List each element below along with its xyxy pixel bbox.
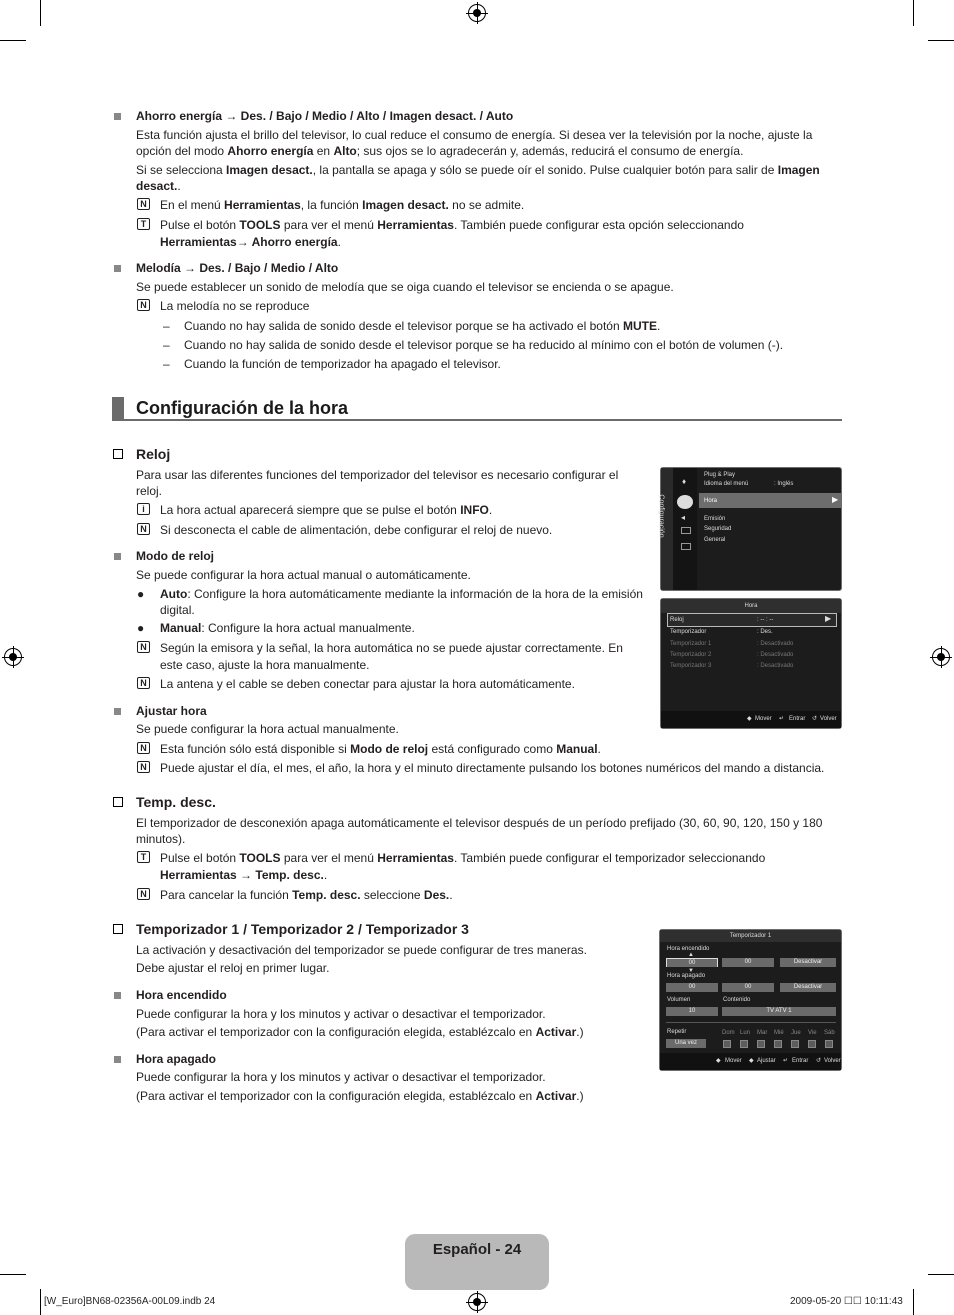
note-text: este caso, ajuste la hora manualmente. <box>160 658 370 672</box>
osd1-highlight[interactable] <box>699 493 841 508</box>
day-label: Vie <box>808 1030 817 1036</box>
input-icon <box>681 543 691 550</box>
day-checkbox[interactable] <box>757 1040 765 1048</box>
osd-side-label: Configuración <box>657 494 665 538</box>
day-label: Mar <box>757 1030 768 1036</box>
ahorro-paragraph: opción del modo Ahorro energía en Alto; sus ojos se lo agradecerán y, además, reducirá el consumo de energía. <box>136 144 744 158</box>
osd2-title: Hora <box>744 603 758 609</box>
modo-title: Modo de reloj <box>136 549 214 563</box>
dash-icon: – <box>163 338 170 352</box>
crop-mark <box>913 1289 914 1315</box>
move-icon: ◆ <box>716 1058 721 1064</box>
footer-return: Volver <box>820 716 837 722</box>
modo-paragraph: Se puede configurar la hora actual manual o automáticamente. <box>136 568 471 582</box>
apagado-title: Hora apagado <box>136 1052 217 1066</box>
encendido-paragraph: (Para activar el temporizador con la configuración elegida, establézcalo en Activar.) <box>136 1025 584 1039</box>
note-text: Para cancelar la función Temp. desc. seleccione Des.. <box>160 888 453 902</box>
bullet-square-icon <box>114 992 121 999</box>
note-icon: N <box>137 523 150 535</box>
section-heading: Configuración de la hora <box>136 398 349 418</box>
reloj-paragraph: reloj. <box>136 484 163 498</box>
note-icon: N <box>137 888 150 900</box>
checkbox-bullet-icon <box>113 797 123 807</box>
note-icon: N <box>137 761 150 773</box>
ahorro-title: Ahorro energía → Des. / Bajo / Medio / Alto / Imagen desact. / Auto <box>136 109 514 123</box>
osd3-label: Repetir <box>667 1029 687 1035</box>
osd2-value: : Desactivado <box>757 663 794 669</box>
osd3-enc-state[interactable]: Desactivar <box>780 958 836 967</box>
osd-setup-menu <box>657 467 842 591</box>
dash-item: Cuando la función de temporizador ha apagado el televisor. <box>184 357 501 371</box>
arrow-down-icon: ▼ <box>688 968 694 974</box>
crop-mark <box>0 40 26 41</box>
note-text: La hora actual aparecerá siempre que se pulse el botón INFO. <box>160 503 493 517</box>
osd3-enc-hour-text: 00 <box>667 959 717 967</box>
day-checkbox[interactable] <box>791 1040 799 1048</box>
apagado-paragraph: (Para activar el temporizador con la configuración elegida, establézcalo en Activar.) <box>136 1089 584 1103</box>
osd3-enc-min[interactable]: 00 <box>722 958 774 967</box>
temp-paragraph: El temporizador de desconexión apaga automáticamente el televisor después de un período prefijado (30, 60, 90, 120, 150 y 180 <box>136 816 823 830</box>
checkbox-bullet-icon <box>113 449 123 459</box>
day-label: Mié <box>774 1030 784 1036</box>
osd2-label: Reloj <box>670 617 684 623</box>
day-label: Jue <box>791 1030 801 1036</box>
osd1-value: : Inglés <box>774 481 794 487</box>
registration-mark-icon <box>932 648 950 666</box>
note-icon: N <box>137 677 150 689</box>
note-text: En el menú Herramientas, la función Imagen desact. no se admite. <box>160 198 525 212</box>
osd2-value: : Desactivado <box>757 652 794 658</box>
osd1-item[interactable]: Emisión <box>704 516 726 522</box>
note-text: Herramientas→ Ahorro energía. <box>160 235 341 249</box>
note-text: Herramientas → Temp. desc.. <box>160 868 328 882</box>
osd3-volume[interactable]: 10 <box>666 1007 718 1016</box>
crop-mark <box>0 1274 26 1275</box>
ahorro-paragraph: Si se selecciona Imagen desact., la pantalla se apaga y sólo se puede oír el sonido. Pulse cualquier botón para salir de Imagen <box>136 163 820 177</box>
osd3-repeat[interactable]: Una vez <box>666 1039 706 1048</box>
day-checkbox[interactable] <box>825 1040 833 1048</box>
osd1-item[interactable]: Hora <box>704 498 718 504</box>
page-number: Español - 24 <box>432 1241 522 1258</box>
print-file-info: [W_Euro]BN68-02356A-00L09.indb 24 <box>44 1296 216 1307</box>
bullet-dot-icon: ● <box>137 587 145 601</box>
footer-adjust: Ajustar <box>757 1058 776 1064</box>
melodia-paragraph: Se puede establecer un sonido de melodía que se oiga cuando el televisor se encienda o se apague. <box>136 280 674 294</box>
note-text: Esta función sólo está disponible si Modo de reloj está configurado como Manual. <box>160 742 601 756</box>
ahorro-paragraph: desact.. <box>136 179 181 193</box>
osd3-apa-min[interactable]: 00 <box>722 983 774 992</box>
osd3-label: Hora apagado <box>667 973 706 979</box>
bullet-square-icon <box>114 708 121 715</box>
note-icon: N <box>137 299 150 311</box>
timers-paragraph: La activación y desactivación del temporizador se puede configurar de tres maneras. <box>136 943 587 957</box>
osd2-value: : Des. <box>757 629 773 635</box>
bullet-square-icon <box>114 1056 121 1063</box>
move-icon: ◆ <box>747 716 752 722</box>
osd1-item[interactable]: Seguridad <box>704 526 732 532</box>
bullet-square-icon <box>114 113 121 120</box>
crop-mark <box>928 40 954 41</box>
osd3-apa-hour[interactable]: 00 <box>666 983 718 992</box>
osd3-label: Contenido <box>723 997 751 1003</box>
arrow-right-icon: ▶ <box>832 495 839 504</box>
note-text: La melodía no se reproduce <box>160 299 310 313</box>
auto-option: digital. <box>160 603 195 617</box>
arrow-up-icon: ▲ <box>688 952 694 958</box>
osd2-label[interactable]: Temporizador 3 <box>670 663 712 669</box>
osd3-title: Temporizador 1 <box>729 933 772 939</box>
day-label: Dom <box>722 1030 735 1036</box>
footer-enter: Entrar <box>792 1058 809 1064</box>
registration-mark-icon <box>4 648 22 666</box>
return-icon: ↺ <box>816 1058 822 1064</box>
registration-mark-icon <box>468 1293 486 1311</box>
osd-temporizador-menu <box>659 929 842 1071</box>
osd3-content[interactable]: TV ATV 1 <box>722 1007 836 1016</box>
checkbox-bullet-icon <box>113 924 123 934</box>
osd2-selected-row[interactable] <box>667 613 837 627</box>
dash-icon: – <box>163 319 170 333</box>
osd2-value: : -- : -- <box>757 617 774 623</box>
crop-mark <box>928 1274 954 1275</box>
note-text: Según la emisora y la señal, la hora automática no se puede ajustar correctamente. En <box>160 641 623 655</box>
enter-icon: ↵ <box>783 1058 789 1064</box>
crop-mark <box>913 0 914 26</box>
heading-bar <box>112 397 124 419</box>
note-text: La antena y el cable se deben conectar para ajustar la hora automáticamente. <box>160 677 575 691</box>
osd2-value: : Desactivado <box>757 641 794 647</box>
note-text: Puede ajustar el día, el mes, el año, la hora y el minuto directamente pulsando los botones numéricos del mando a distancia. <box>160 761 825 775</box>
enter-icon: ↵ <box>779 716 785 722</box>
footer-move: Mover <box>755 716 772 722</box>
crop-mark <box>40 0 41 26</box>
auto-option: Auto: Configure la hora automáticamente mediante la información de la hora de la emisión <box>160 587 643 601</box>
registration-mark-icon <box>468 4 486 22</box>
apagado-paragraph: Puede configurar la hora y los minutos y activar o desactivar el temporizador. <box>136 1070 546 1084</box>
note-icon: N <box>137 742 150 754</box>
day-checkbox[interactable] <box>774 1040 782 1048</box>
day-checkbox[interactable] <box>723 1040 731 1048</box>
reloj-title: Reloj <box>136 446 171 462</box>
day-label: Sáb <box>824 1030 835 1036</box>
tools-icon: T <box>137 218 150 230</box>
osd3-label: Hora encendido <box>667 946 710 952</box>
reloj-paragraph: Para usar las diferentes funciones del temporizador del televisor es necesario configurar el <box>136 468 619 482</box>
osd1-item[interactable]: Plug & Play <box>704 472 736 478</box>
channel-icon <box>681 527 691 534</box>
arrow-right-icon: ▶ <box>825 614 832 623</box>
note-text: Pulse el botón TOOLS para ver el menú Herramientas. También puede configurar esta opción seleccionando <box>160 218 744 232</box>
heading-rule <box>112 419 842 421</box>
manual-option: Manual: Configure la hora actual manualmente. <box>160 621 415 635</box>
footer-enter: Entrar <box>789 716 806 722</box>
encendido-paragraph: Puede configurar la hora y los minutos y activar o desactivar el temporizador. <box>136 1007 546 1021</box>
crop-mark <box>40 1289 41 1315</box>
footer-return: Volver <box>824 1058 841 1064</box>
footer-move: Mover <box>725 1058 742 1064</box>
print-date-info: 2009-05-20 ☐☐ 10:11:43 <box>790 1296 903 1307</box>
tools-icon: T <box>137 851 150 863</box>
ajustar-paragraph: Se puede configurar la hora actual manualmente. <box>136 722 399 736</box>
osd2-label[interactable]: Temporizador 2 <box>670 652 712 658</box>
melodia-title: Melodía → Des. / Bajo / Medio / Alto <box>136 261 339 275</box>
bullet-square-icon <box>114 265 121 272</box>
adjust-icon: ◆ <box>749 1058 754 1064</box>
osd3-divider <box>666 1022 836 1023</box>
dash-item: Cuando no hay salida de sonido desde el televisor porque se ha activado el botón MUTE. <box>184 319 661 333</box>
note-text: Si desconecta el cable de alimentación, debe configurar el reloj de nuevo. <box>160 523 553 537</box>
osd2-label[interactable]: Temporizador <box>670 629 707 635</box>
bullet-square-icon <box>114 553 121 560</box>
timers-paragraph: Debe ajustar el reloj en primer lugar. <box>136 961 330 975</box>
note-icon: N <box>137 641 150 653</box>
osd2-label[interactable]: Temporizador 1 <box>670 641 712 647</box>
osd-hora-menu <box>660 598 842 729</box>
ajustar-title: Ajustar hora <box>136 704 207 718</box>
day-checkbox[interactable] <box>808 1040 816 1048</box>
dash-icon: – <box>163 357 170 371</box>
osd1-item[interactable]: General <box>704 537 726 543</box>
timers-title: Temporizador 1 / Temporizador 2 / Temporizador 3 <box>136 921 469 937</box>
note-icon: N <box>137 198 150 210</box>
sound-icon: ◂ <box>681 513 686 522</box>
return-icon: ↺ <box>812 716 818 722</box>
bullet-dot-icon: ● <box>137 621 145 635</box>
temp-paragraph: minutos). <box>136 832 186 846</box>
ahorro-paragraph: Esta función ajusta el brillo del televisor, lo cual reduce el consumo de energía. Si desea ver la televisión por la noche, ajuste la <box>136 128 813 142</box>
day-label: Lun <box>740 1030 751 1036</box>
info-icon: i <box>137 503 150 515</box>
setup-gear-icon <box>677 495 693 509</box>
dash-item: Cuando no hay salida de sonido desde el televisor porque se ha reducido al mínimo con el botón de volumen (-). <box>184 338 784 352</box>
encendido-title: Hora encendido <box>136 988 227 1002</box>
temp-title: Temp. desc. <box>136 794 216 810</box>
day-checkbox[interactable] <box>740 1040 748 1048</box>
osd3-label: Volumen <box>667 997 691 1003</box>
osd3-apa-state[interactable]: Desactivar <box>780 983 836 992</box>
osd1-item[interactable]: Idioma del menú <box>704 481 749 487</box>
picture-icon: ♦ <box>682 477 687 486</box>
note-text: Pulse el botón TOOLS para ver el menú Herramientas. También puede configurar el temporizador seleccionando <box>160 851 766 865</box>
